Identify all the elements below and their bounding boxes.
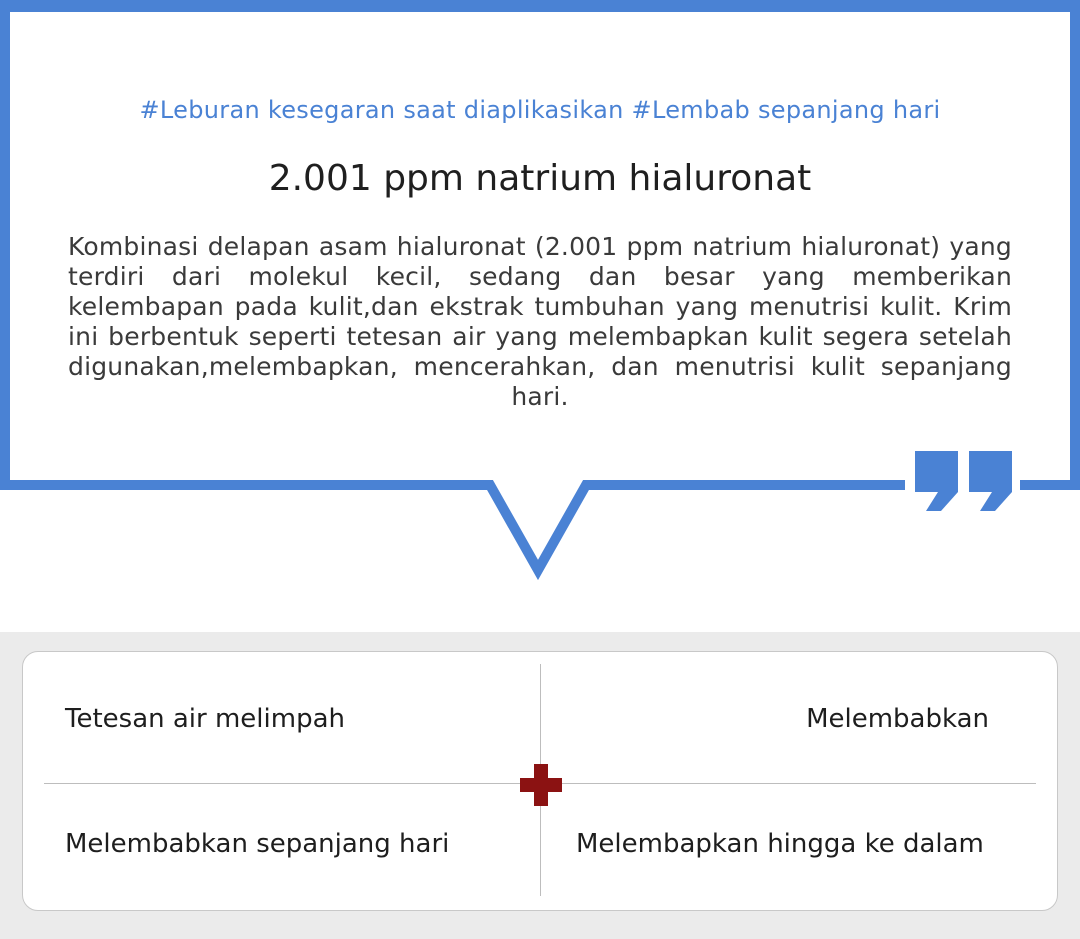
feature-top-right: Melembabkan	[806, 704, 989, 734]
page-title: 2.001 ppm natrium hialuronat	[268, 158, 812, 199]
description-paragraph: Kombinasi delapan asam hialuronat (2.001 ppm natrium hialuronat) yang terdiri dari molekul kecil, sedang dan besar yang memberikan kelembapan pada kulit,dan ekstrak tumbuhan yang menutrisi kulit. Krim ini berbentuk seperti tetesan air yang melembapkan kulit segera setelah digunakan,melembapkan, mencerahkan, dan menutrisi kulit sepanjang hari.	[68, 232, 1012, 411]
closing-quote-icon	[915, 451, 1012, 511]
feature-bottom-left: Melembabkan sepanjang hari	[65, 829, 450, 859]
feature-top-left: Tetesan air melimpah	[65, 704, 345, 734]
feature-bottom-right: Melembapkan hingga ke dalam	[576, 829, 984, 859]
hashtag-line: #Leburan kesegaran saat diaplikasikan #Lembab sepanjang hari	[139, 96, 941, 124]
plus-cross-icon	[520, 764, 562, 806]
